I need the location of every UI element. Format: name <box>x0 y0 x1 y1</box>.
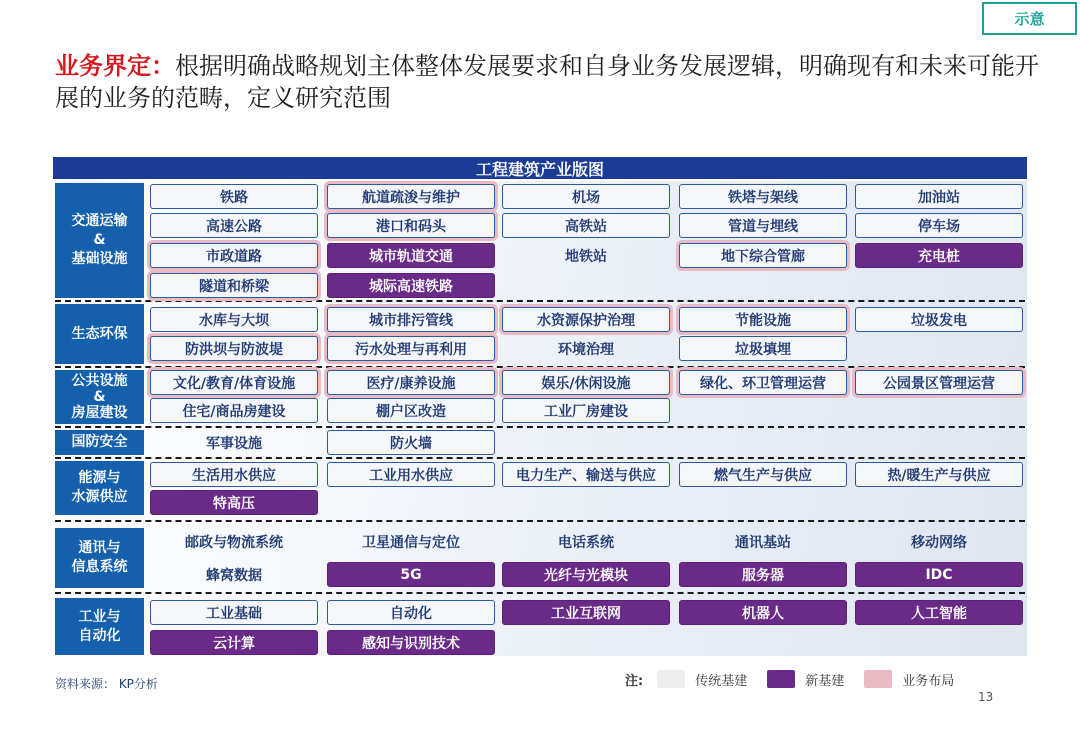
row-separator <box>55 592 1025 594</box>
category-eco: 生态环保 <box>55 304 144 364</box>
cell-charging-pile: 充电桩 <box>855 243 1023 268</box>
cell-hsr-station: 高铁站 <box>502 213 670 238</box>
cell-tower-wiring: 铁塔与架线 <box>679 184 847 209</box>
cell-industrial-internet: 工业互联网 <box>502 600 670 625</box>
cell-intercity-rail: 城际高速铁路 <box>327 273 495 298</box>
source-note: 资料来源： KP分析 <box>55 677 158 691</box>
cell-power-supply: 电力生产、输送与供应 <box>502 462 670 487</box>
cell-idc: IDC <box>855 562 1023 587</box>
cell-automation: 自动化 <box>327 600 495 625</box>
cell-fiber-optics: 光纤与光模块 <box>502 562 670 587</box>
cell-mobile-network: 移动网络 <box>911 534 967 551</box>
cell-tunnel-bridge: 隧道和桥梁 <box>150 273 318 298</box>
category-public: 公共设施 & 房屋建设 <box>55 370 144 424</box>
cell-shantytown: 棚户区改造 <box>327 398 495 423</box>
row-separator <box>55 300 1025 302</box>
cell-cloud-computing: 云计算 <box>150 630 318 655</box>
cell-industrial-water: 工业用水供应 <box>327 462 495 487</box>
cell-energy-saving: 节能设施 <box>679 307 847 332</box>
cell-firewall: 防火墙 <box>327 430 495 455</box>
row-separator <box>55 520 1025 522</box>
legend-note: 注: <box>625 673 644 689</box>
cell-environment: 环境治理 <box>558 341 614 358</box>
cell-municipal-road: 市政道路 <box>150 243 318 268</box>
cell-5g: 5G <box>327 562 495 587</box>
cell-parking: 停车场 <box>855 213 1023 238</box>
cell-housing: 住宅/商品房建设 <box>150 398 318 423</box>
headline-highlight: 业务界定： <box>55 52 175 80</box>
cell-airport: 机场 <box>502 184 670 209</box>
legend-business-swatch <box>864 670 892 688</box>
cell-gas-station: 加油站 <box>855 184 1023 209</box>
cell-culture-edu-sports: 文化/教育/体育设施 <box>150 370 318 395</box>
legend-new-label: 新基建 <box>805 673 845 689</box>
cell-base-station: 通讯基站 <box>735 534 791 551</box>
row-separator <box>55 457 1025 459</box>
cell-urban-rail: 城市轨道交通 <box>327 243 495 268</box>
legend-traditional-label: 传统基建 <box>695 673 748 689</box>
cell-sewer-pipeline: 城市排污管线 <box>327 307 495 332</box>
cell-sewage-reuse: 污水处理与再利用 <box>327 336 495 361</box>
category-defense: 国防安全 <box>55 430 144 455</box>
legend-business-label: 业务布局 <box>902 673 955 689</box>
category-industry: 工业与 自动化 <box>55 598 144 655</box>
cell-entertainment: 娱乐/休闲设施 <box>502 370 670 395</box>
page-headline <box>55 50 1055 114</box>
cell-utility-tunnel: 地下综合管廊 <box>679 243 847 268</box>
cell-waterway-dredging: 航道疏浚与维护 <box>327 184 495 209</box>
cell-reservoir-dam: 水库与大坝 <box>150 307 318 332</box>
cell-cellular-data: 蜂窝数据 <box>206 567 262 584</box>
cell-heat-supply: 热/暖生产与供应 <box>855 462 1023 487</box>
headline-text: 根据明确战略规划主体整体发展要求和自身业务发展逻辑，明确现有和未来可能开展的业务的范畴，定义研究范围 <box>55 52 1039 112</box>
category-telecom: 通讯与 信息系统 <box>55 528 144 588</box>
cell-waste-power: 垃圾发电 <box>855 307 1023 332</box>
legend <box>625 668 954 690</box>
cell-highway: 高速公路 <box>150 213 318 238</box>
cell-sensing-recognition: 感知与识别技术 <box>327 630 495 655</box>
illustration-tag: 示意 <box>982 2 1077 35</box>
category-transport: 交通运输 & 基础设施 <box>55 183 144 298</box>
cell-water-protection: 水资源保护治理 <box>502 307 670 332</box>
cell-military: 军事设施 <box>206 435 262 452</box>
cell-domestic-water: 生活用水供应 <box>150 462 318 487</box>
cell-industrial-base: 工业基础 <box>150 600 318 625</box>
row-separator <box>55 366 1025 368</box>
cell-landfill: 垃圾填埋 <box>679 336 847 361</box>
cell-gas-supply: 燃气生产与供应 <box>679 462 847 487</box>
cell-uhv: 特高压 <box>150 490 318 515</box>
cell-park-management: 公园景区管理运营 <box>855 370 1023 395</box>
cell-satellite: 卫星通信与定位 <box>362 534 460 551</box>
cell-server: 服务器 <box>679 562 847 587</box>
cell-metro-station: 地铁站 <box>565 248 607 265</box>
row-separator <box>55 426 1025 428</box>
cell-factory-building: 工业厂房建设 <box>502 398 670 423</box>
legend-new-swatch <box>767 670 795 688</box>
legend-traditional-swatch <box>657 670 685 688</box>
cell-telephone: 电话系统 <box>558 534 614 551</box>
cell-pipeline: 管道与埋线 <box>679 213 847 238</box>
map-title: 工程建筑产业版图 <box>53 157 1027 179</box>
page-number: 13 <box>978 690 994 704</box>
cell-ai: 人工智能 <box>855 600 1023 625</box>
cell-robot: 机器人 <box>679 600 847 625</box>
cell-port-wharf: 港口和码头 <box>327 213 495 238</box>
category-energy: 能源与 水源供应 <box>55 461 144 515</box>
cell-medical-care: 医疗/康养设施 <box>327 370 495 395</box>
cell-railway: 铁路 <box>150 184 318 209</box>
cell-flood-wall: 防洪坝与防波堤 <box>150 336 318 361</box>
cell-greening-sanitation: 绿化、环卫管理运营 <box>679 370 847 395</box>
cell-postal-logistics: 邮政与物流系统 <box>185 534 283 551</box>
